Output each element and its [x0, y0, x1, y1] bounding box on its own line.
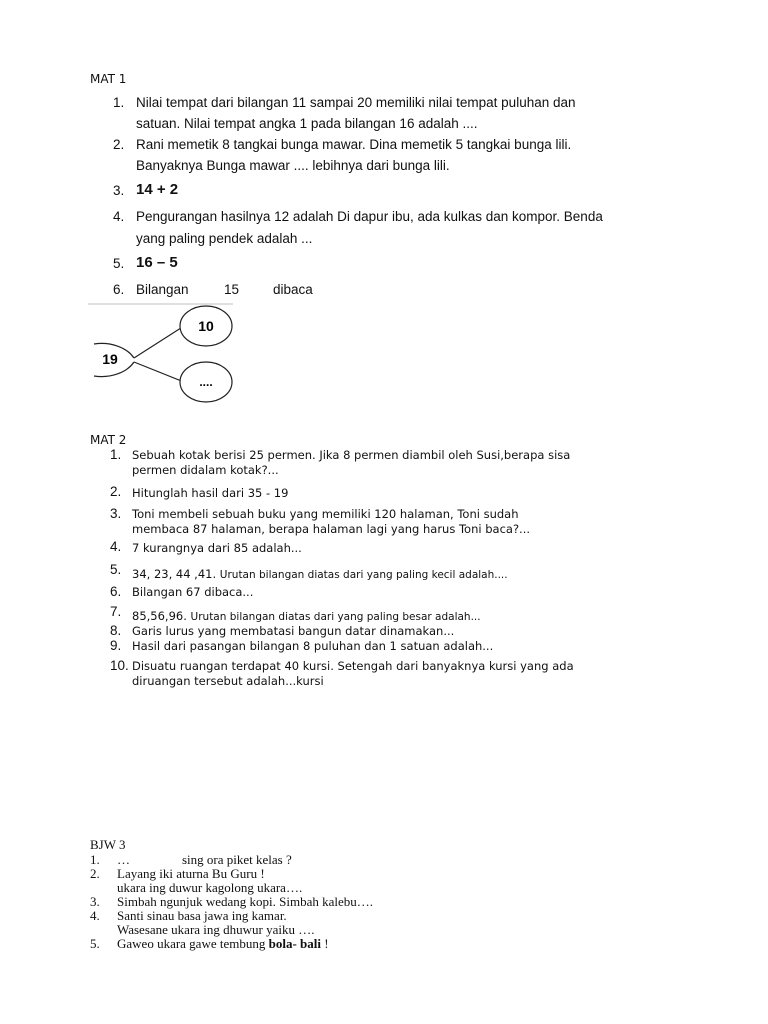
bjw3-item-4-number: 4. [90, 908, 100, 923]
bjw3-item-5-end: ! [320, 936, 329, 951]
mat1-item-2-line-1: Rani memetik 8 tangkai bunga mawar. Dina memetik 5 tangkai bunga lili. [136, 137, 572, 152]
mat1-item-4-number: 4. [113, 209, 125, 224]
mat2-item-5-number: 5. [110, 562, 122, 577]
mat2-item-10-line-1: Disuatu ruangan terdapat 40 kursi. Setengah dari banyaknya kursi yang ada [132, 659, 574, 673]
bond-root-value: 19 [102, 351, 118, 367]
bjw3-item-2-number: 2. [90, 866, 100, 881]
mat2-item-7-text [132, 605, 481, 624]
number-bond-diagram [88, 300, 248, 410]
mat2-item-6-text: Bilangan 67 dibaca... [132, 585, 254, 599]
mat2-item-10-line-2: diruangan tersebut adalah...kursi [132, 674, 324, 688]
mat1-item-6-number-value: 15 [224, 282, 240, 297]
bjw3-item-1-blank: … [117, 852, 130, 867]
mat2-item-7-question: Urutan bilangan diatas dari yang paling besar adalah... [190, 611, 481, 623]
mat1-item-5-number: 5. [113, 256, 125, 271]
mat2-item-3-number: 3. [110, 506, 122, 521]
mat2-item-5-question: Urutan bilangan diatas dari yang paling kecil adalah.... [219, 569, 508, 581]
bjw3-item-5-text [117, 936, 329, 952]
mat2-item-5-text [132, 563, 508, 582]
mat1-item-2-line-2: Banyaknya Bunga mawar .... lebihnya dari bunga lili. [136, 158, 450, 173]
mat1-heading: MAT 1 [90, 72, 127, 86]
bjw3-heading: BJW 3 [90, 837, 126, 852]
bjw3-item-5-bold-word: bola- bali [268, 936, 321, 951]
mat1-item-3-number: 3. [113, 183, 125, 198]
mat2-item-10-number: 10. [110, 658, 129, 673]
mat1-item-2-number: 2. [113, 137, 125, 152]
mat1-item-1-line-1: Nilai tempat dari bilangan 11 sampai 20 memiliki nilai tempat puluhan dan [136, 95, 576, 110]
mat2-item-6-number: 6. [110, 584, 122, 599]
bjw3-item-5-number: 5. [90, 936, 100, 951]
bjw3-item-1-number: 1. [90, 852, 100, 867]
mat2-item-5-sequence: 34, 23, 44 ,41. [132, 567, 220, 581]
bjw3-item-3-number: 3. [90, 894, 100, 909]
mat1-item-6-number: 6. [113, 282, 125, 297]
mat1-item-6-dibaca: dibaca [273, 282, 313, 297]
mat2-item-8-text: Garis lurus yang membatasi bangun datar dinamakan... [132, 624, 455, 638]
bond-bottom-value: .... [199, 375, 213, 389]
mat2-item-2-text: Hitunglah hasil dari 35 - 19 [132, 486, 289, 500]
mat2-item-9-number: 9. [110, 638, 122, 653]
mat1-item-5-expression: 16 – 5 [136, 254, 178, 271]
bond-line-bottom [134, 362, 184, 382]
mat2-item-1-line-2: permen didalam kotak?... [132, 463, 279, 477]
mat2-heading: MAT 2 [90, 433, 127, 447]
bjw3-item-5-prompt: Gaweo ukara gawe tembung [117, 936, 269, 951]
bond-top-value: 10 [198, 318, 214, 334]
mat2-item-1-line-1: Sebuah kotak berisi 25 permen. Jika 8 permen diambil oleh Susi,berapa sisa [132, 448, 571, 462]
mat1-item-3-expression: 14 + 2 [136, 181, 179, 198]
mat2-item-4-number: 4. [110, 539, 122, 554]
mat2-item-3-line-2: membaca 87 halaman, berapa halaman lagi yang harus Toni baca?... [132, 522, 531, 536]
bjw3-item-4-line-2: Wasesane ukara ing dhuwur yaiku …. [117, 922, 315, 937]
mat2-item-4-text: 7 kurangnya dari 85 adalah... [132, 541, 302, 555]
mat2-item-8-number: 8. [110, 623, 122, 638]
bjw3-item-2-line-1: Layang iki aturna Bu Guru ! [117, 866, 265, 881]
bjw3-item-1-text: sing ora piket kelas ? [182, 852, 292, 867]
bjw3-item-4-line-1: Santi sinau basa jawa ing kamar. [117, 908, 287, 923]
bond-line-top [134, 326, 184, 358]
mat1-item-6-word: Bilangan [136, 282, 189, 297]
mat1-item-4-line-2: yang paling pendek adalah ... [136, 231, 313, 246]
mat2-item-1-number: 1. [110, 447, 122, 462]
mat2-item-7-number: 7. [110, 604, 122, 619]
mat2-item-9-text: Hasil dari pasangan bilangan 8 puluhan dan 1 satuan adalah... [132, 639, 494, 653]
mat2-item-7-sequence: 85,56,96. [132, 609, 191, 623]
bjw3-item-2-line-2: ukara ing duwur kagolong ukara…. [117, 880, 303, 895]
mat2-item-3-line-1: Toni membeli sebuah buku yang memiliki 120 halaman, Toni sudah [132, 507, 519, 521]
mat1-item-1-line-2: satuan. Nilai tempat angka 1 pada bilangan 16 adalah .... [136, 116, 478, 131]
mat2-item-2-number: 2. [110, 484, 122, 499]
mat1-item-1-number: 1. [113, 95, 125, 110]
mat1-item-4-line-1: Pengurangan hasilnya 12 adalah Di dapur ibu, ada kulkas dan kompor. Benda [136, 209, 603, 224]
bjw3-item-3-text: Simbah ngunjuk wedang kopi. Simbah kalebu…. [117, 894, 374, 909]
